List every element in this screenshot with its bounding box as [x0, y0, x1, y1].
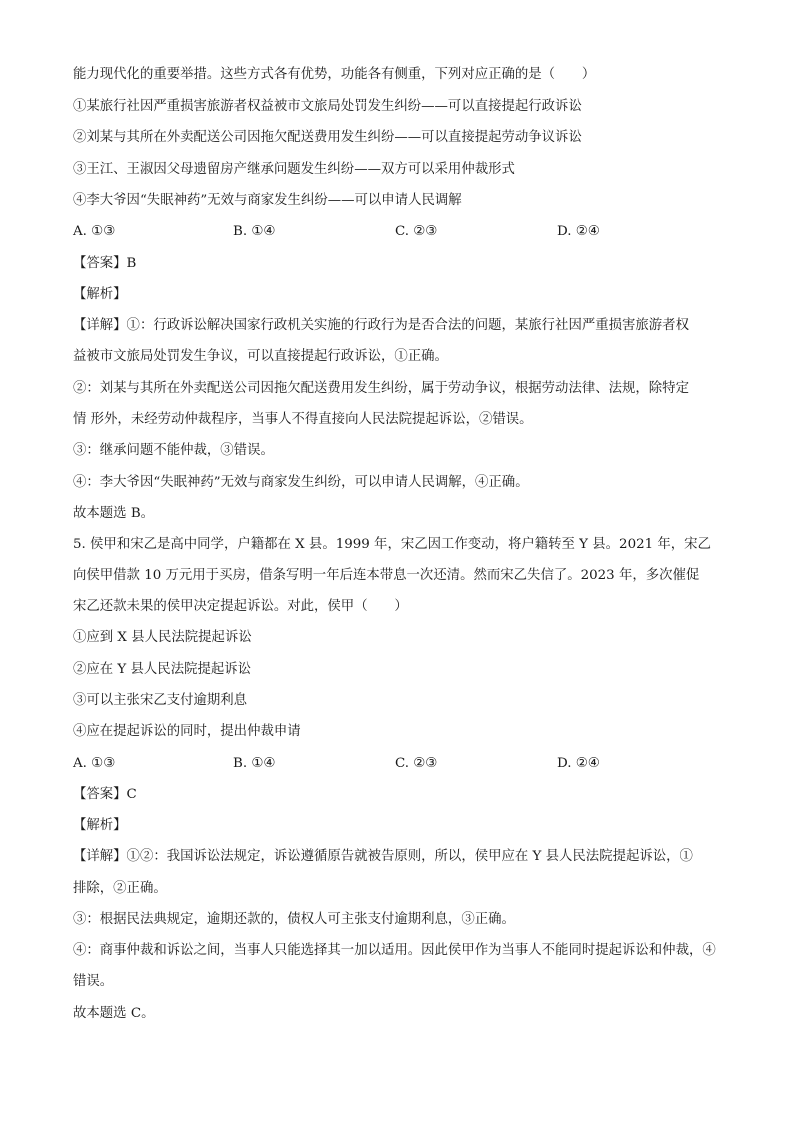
q5-item-3: ③可以主张宋乙支付逾期利息	[73, 693, 248, 708]
q5-stem-line: 向侯甲借款 10 万元用于买房，借条写明一年后连本带息一次还清。然而宋乙失信了。2023 年，多次催促	[73, 568, 700, 583]
q4-answer: 【答案】B	[73, 256, 137, 271]
q4-analysis-label: 【解析】	[73, 287, 127, 302]
q4-explanation-line: ④：李大爷因“失眠神药”无效与商家发生纠纷，可以申请人民调解，④正确。	[73, 475, 529, 490]
q4-options	[73, 223, 713, 241]
q5-item-1: ①应到 X 县人民法院提起诉讼	[73, 630, 252, 645]
q4-item-1: ①某旅行社因严重损害旅游者权益被市文旅局处罚发生纠纷——可以直接提起行政诉讼	[73, 99, 582, 114]
q5-item-2: ②应在 Y 县人民法院提起诉讼	[73, 662, 252, 677]
q5-explanation-line: ④：商事仲裁和诉讼之间，当事人只能选择其一加以适用。因此侯甲作为当事人不能同时提起诉讼和仲裁，④	[73, 943, 716, 958]
q4-option-c: C. ②③	[395, 224, 438, 239]
q5-answer: 【答案】C	[73, 787, 137, 802]
q4-conclusion: 故本题选 B。	[73, 506, 155, 521]
q5-option-c: C. ②③	[395, 756, 438, 771]
q4-item-2: ②刘某与其所在外卖配送公司因拖欠配送费用发生纠纷——可以直接提起劳动争议诉讼	[73, 130, 582, 145]
q4-item-4: ④李大爷因“失眠神药”无效与商家发生纠纷——可以申请人民调解	[73, 193, 462, 208]
q5-explanation-line: 错误。	[73, 974, 114, 989]
q5-explanation-line: 【详解】①②：我国诉讼法规定，诉讼遵循原告就被告原则，所以，侯甲应在 Y 县人民法院提起诉讼，①	[73, 849, 693, 864]
q5-option-d: D. ②④	[557, 756, 600, 771]
q4-explanation-line: 益被市文旅局处罚发生争议，可以直接提起行政诉讼，①正确。	[73, 349, 448, 364]
q5-stem-line: 宋乙还款未果的侯甲决定提起诉讼。对此，侯甲（ ）	[73, 599, 408, 614]
q4-explanation-line: 【详解】①：行政诉讼解决国家行政机关实施的行政行为是否合法的问题，某旅行社因严重损害旅游者权	[73, 318, 689, 333]
q4-option-d: D. ②④	[557, 224, 600, 239]
q4-option-a: A. ①③	[73, 224, 116, 239]
q4-explanation-line: 情 形外，未经劳动仲裁程序，当事人不得直接向人民法院提起诉讼，②错误。	[73, 412, 533, 427]
q5-option-a: A. ①③	[73, 756, 116, 771]
q4-explanation-line: ③：继承问题不能仲裁，③错误。	[73, 443, 274, 458]
q5-stem-line: 5. 侯甲和宋乙是高中同学，户籍都在 X 县。1999 年，宋乙因工作变动，将户籍转至 Y 县。2021 年，宋乙	[73, 537, 711, 552]
q4-stem-tail: 能力现代化的重要举措。这些方式各有优势，功能各有侧重，下列对应正确的是（ ）	[73, 67, 596, 82]
q5-explanation-line: 排除，②正确。	[73, 881, 167, 896]
q4-explanation-line: ②：刘某与其所在外卖配送公司因拖欠配送费用发生纠纷，属于劳动争议，根据劳动法律、法规，除特定	[73, 381, 689, 396]
q4-option-b: B. ①④	[233, 224, 276, 239]
q4-item-3: ③王江、王淑因父母遗留房产继承问题发生纠纷——双方可以采用仲裁形式	[73, 162, 515, 177]
q5-item-4: ④应在提起诉讼的同时，提出仲裁申请	[73, 724, 301, 739]
q5-option-b: B. ①④	[233, 756, 276, 771]
q5-explanation-line: ③：根据民法典规定，逾期还款的，债权人可主张支付逾期利息，③正确。	[73, 912, 515, 927]
q5-options	[73, 755, 713, 773]
q5-analysis-label: 【解析】	[73, 818, 127, 833]
q5-conclusion: 故本题选 C。	[73, 1006, 155, 1021]
